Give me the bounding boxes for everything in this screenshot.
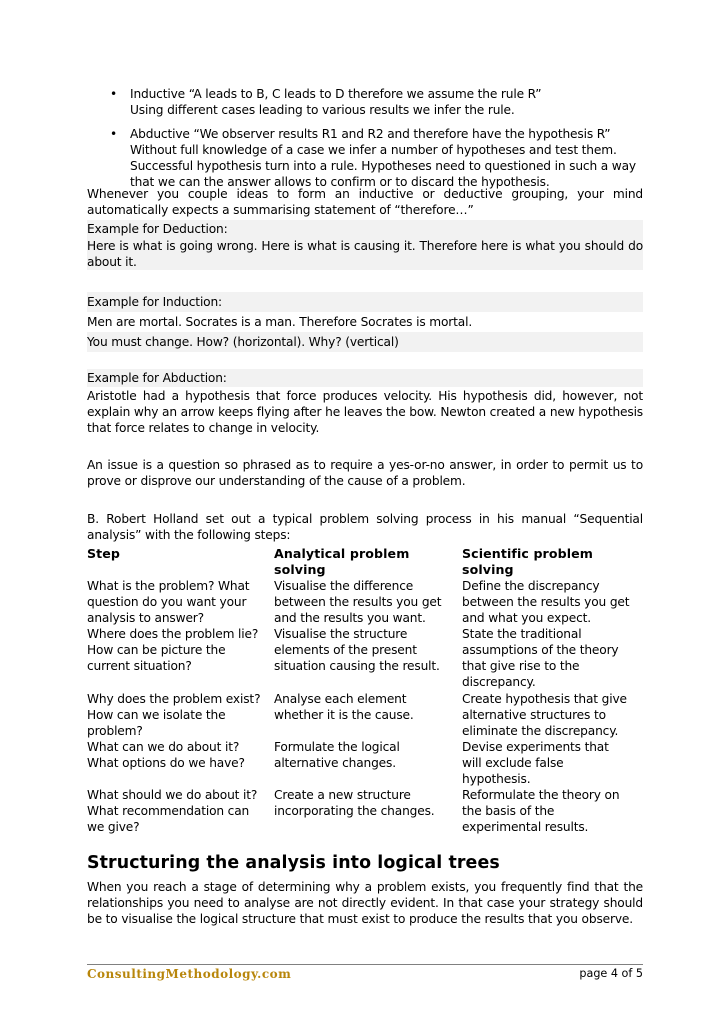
table-row (87, 739, 643, 787)
bullet-line: Successful hypothesis turn into a rule. Hypotheses need to questioned in such a way (130, 159, 636, 173)
bullet-line: Without full knowledge of a case we infer a number of hypotheses and test them. (130, 143, 617, 157)
table-cell: What should we do about it? What recommendation can we give? (87, 788, 258, 834)
table-cell: Why does the problem exist? How can we isolate the problem? (87, 692, 261, 738)
bullet-item-inductive (87, 86, 643, 118)
bullet-heading: Inductive “A leads to B, C leads to D therefore we assume the rule R” (130, 87, 542, 101)
example-deduction (87, 220, 643, 270)
table-row (87, 626, 643, 691)
table-header-step: Step (87, 546, 121, 561)
table-row (87, 578, 643, 626)
bullet-dot-icon: • (110, 127, 118, 141)
table-header-scientific: Scientific problem solving (462, 546, 594, 577)
table-header-row (87, 546, 643, 578)
example-deduction-text: Here is what is going wrong. Here is what is causing it. Therefore here is what you should do about it. (87, 239, 643, 269)
table-cell: Create hypothesis that give alternative structures to eliminate the discrepancy. (462, 692, 627, 738)
example-induction-label: Example for Induction: (87, 292, 643, 312)
example-abduction-text: Aristotle had a hypothesis that force produces velocity. His hypothesis did, however, not explain why an arrow keeps flying after he leaves the bow. Newton created a new hypothesis that force relates to change in velocity. (87, 389, 644, 435)
bullet-item-abductive (87, 126, 643, 190)
example-deduction-label: Example for Deduction: (87, 222, 228, 236)
table-cell: What is the problem? What question do you want your analysis to answer? (87, 579, 250, 625)
table-cell: Formulate the logical alternative changes. (274, 740, 400, 770)
bullet-line: that we can the answer allows to confirm or to discard the hypothesis. (130, 175, 550, 189)
table-row (87, 691, 643, 739)
paragraph-structuring: When you reach a stage of determining why a problem exists, you frequently find that the relationships you need to analyse are not directly evident. In that case your strategy should be to visualise the logical structure that must exist to produce the results that you observe. (87, 880, 643, 926)
table-header-analytical: Analytical problem solving (274, 546, 410, 577)
table-cell: Devise experiments that will exclude false hypothesis. (462, 740, 609, 786)
table-cell: Visualise the structure elements of the present situation causing the result. (274, 627, 440, 673)
table-cell: What can we do about it? What options do we have? (87, 740, 245, 770)
reasoning-bullet-list (87, 86, 643, 190)
table-cell: Create a new structure incorporating the changes. (274, 788, 435, 818)
paragraph-issue: An issue is a question so phrased as to require a yes-or-no answer, in order to permit us to prove or disprove our understanding of the cause of a problem. (87, 458, 643, 488)
footer-site-name: ConsultingMethodology.com (87, 967, 292, 981)
table-cell: Visualise the difference between the results you get and the results you want. (274, 579, 442, 625)
footer-page-number: page 4 of 5 (579, 967, 643, 980)
table-cell: State the traditional assumptions of the theory that give rise to the discrepancy. (462, 627, 619, 689)
table-row (87, 787, 643, 835)
example-abduction-label: Example for Abduction: (87, 369, 643, 387)
table-cell: Where does the problem lie? How can be picture the current situation? (87, 627, 259, 673)
table-cell: Reformulate the theory on the basis of the experimental results. (462, 788, 620, 834)
example-induction-line2: You must change. How? (horizontal). Why? (vertical) (87, 332, 643, 352)
bullet-line: Using different cases leading to various results we infer the rule. (130, 103, 515, 117)
table-cell: Define the discrepancy between the results you get and what you expect. (462, 579, 630, 625)
section-heading: Structuring the analysis into logical trees (87, 853, 500, 873)
footer-divider (87, 964, 643, 965)
example-induction-line1: Men are mortal. Socrates is a man. Therefore Socrates is mortal. (87, 315, 473, 329)
problem-solving-table (87, 546, 643, 835)
paragraph-holland: B. Robert Holland set out a typical problem solving process in his manual “Sequential analysis” with the following steps: (87, 512, 643, 542)
paragraph-therefore: Whenever you couple ideas to form an inductive or deductive grouping, your mind automatically expects a summarising statement of “therefore…” (87, 187, 643, 217)
table-cell: Analyse each element whether it is the cause. (274, 692, 414, 722)
bullet-dot-icon: • (110, 87, 118, 101)
example-induction (87, 292, 643, 352)
bullet-heading: Abductive “We observer results R1 and R2 and therefore have the hypothesis R” (130, 127, 611, 141)
example-abduction (87, 369, 643, 436)
